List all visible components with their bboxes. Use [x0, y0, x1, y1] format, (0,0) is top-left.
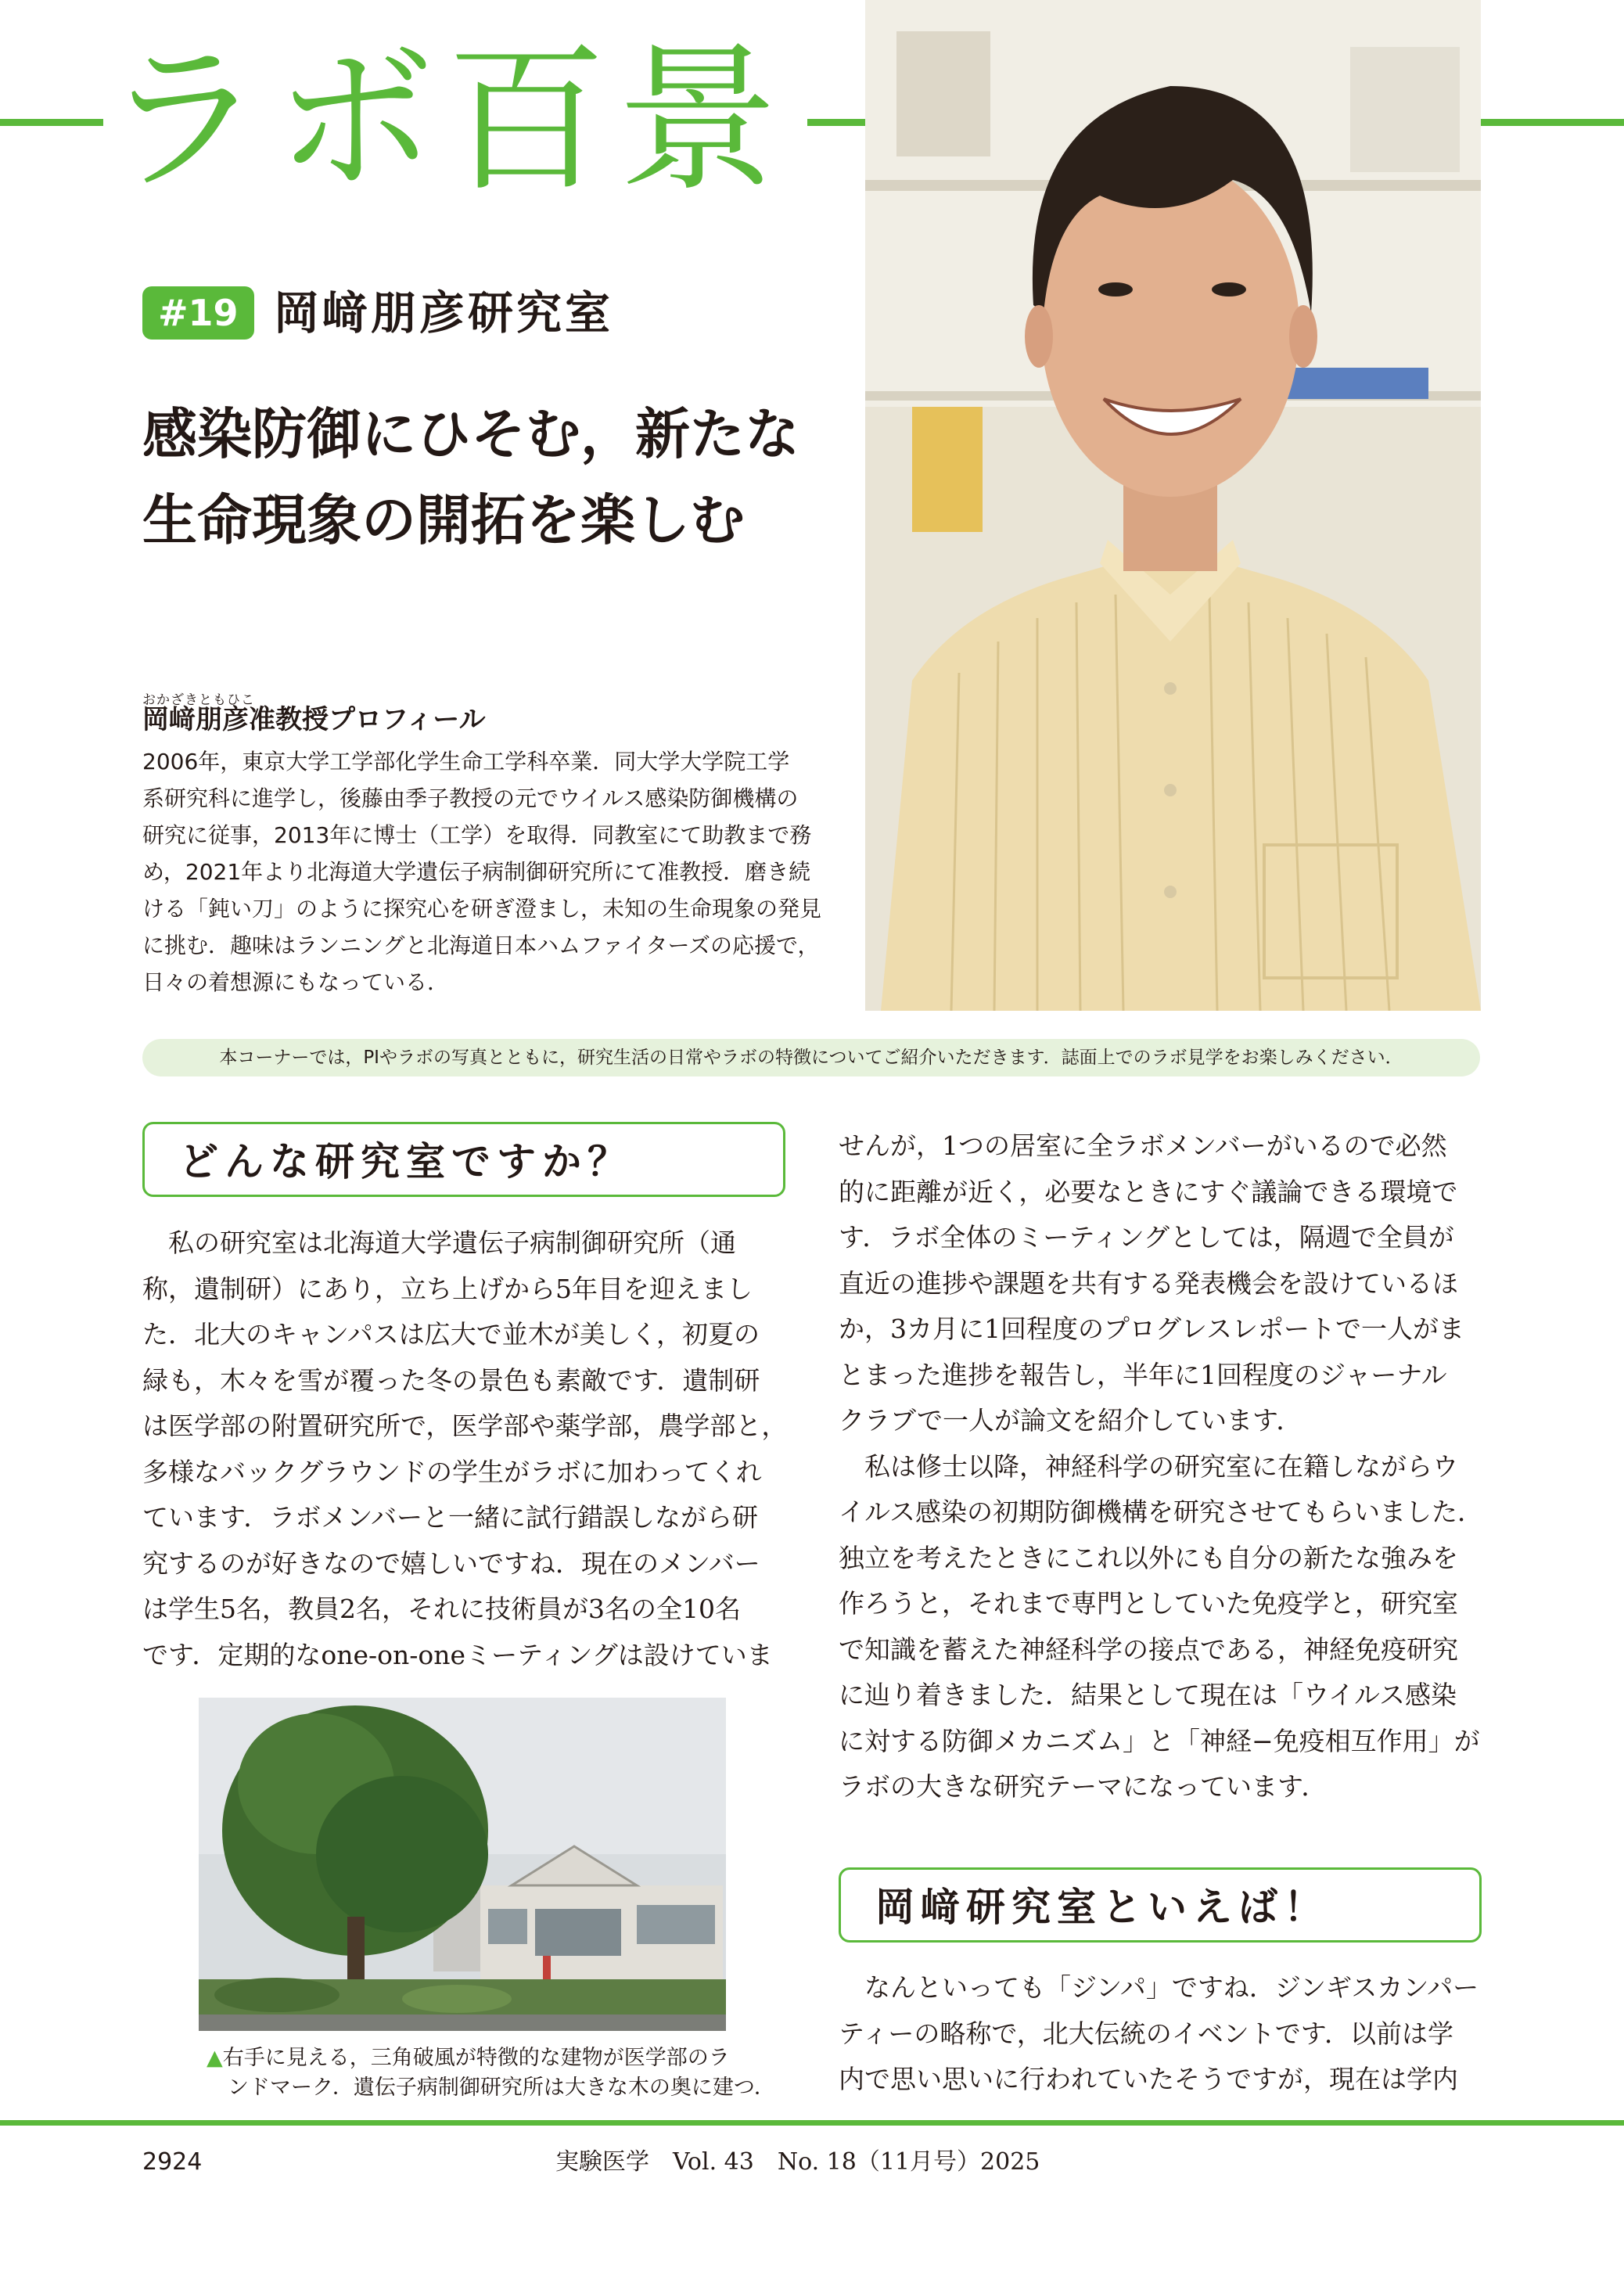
- profile-line: 2006年，東京大学工学部化学生命工学科卒業．同大学大学院工学: [142, 749, 790, 775]
- body-column-right: [839, 1123, 1485, 1810]
- issue-number-badge: #19: [142, 286, 254, 340]
- body-column-left: [142, 1220, 789, 1678]
- footer-rule: [0, 2120, 1624, 2126]
- body-line: 独立を考えたときにこれ以外にも自分の新たな強みを: [839, 1542, 1458, 1573]
- page-number: 2924: [142, 2148, 203, 2176]
- body-line: ラボの大きな研究テーマになっています．: [839, 1771, 1328, 1802]
- profile-line: 研究に従事，2013年に博士（工学）を取得．同教室にて助教まで務: [142, 822, 812, 848]
- body-line: は学生5名，教員2名，それに技術員が3名の全10名: [142, 1594, 741, 1624]
- section-heading-speaking-of-lab: 岡﨑研究室といえば！: [839, 1867, 1482, 1943]
- section-heading-what-lab: どんな研究室ですか？: [142, 1122, 785, 1197]
- body-line: です．定期的なone-on-oneミーティングは設けていま: [142, 1639, 773, 1670]
- body-line: か，3カ月に1回程度のプログレスレポートで一人がま: [839, 1314, 1465, 1344]
- journal-info: 実験医学 Vol. 43 No. 18（11月号）2025: [555, 2148, 1040, 2176]
- body-line: は医学部の附置研究所で，医学部や薬学部，農学部と，: [142, 1411, 788, 1441]
- profile-line: ける「鈍い刀」のように探究心を研ぎ澄まし，未知の生命現象の発見: [142, 896, 822, 922]
- body-line: 私は修士以降，神経科学の研究室に在籍しながらウ: [839, 1450, 1458, 1482]
- body-line: イルス感染の初期防御機構を研究させてもらいました．: [839, 1497, 1484, 1527]
- body-line: せんが，1つの居室に全ラボメンバーがいるので必然: [839, 1130, 1447, 1161]
- profile-line: 日々の着想源にもなっている．: [142, 969, 450, 995]
- body-line: ティーの略称で，北大伝統のイベントです．以前は学: [839, 2018, 1454, 2049]
- body-line: なんといっても「ジンパ」ですね．ジンギスカンパー: [839, 1972, 1479, 2003]
- headline-line: 生命現象の開拓を楽しむ: [142, 487, 745, 552]
- body-line: す．ラボ全体のミーティングとしては，隔週で全員が: [839, 1222, 1454, 1253]
- body-line: 的に距離が近く，必要なときにすぐ議論できる環境で: [839, 1176, 1458, 1207]
- profile-line: に挑む．趣味はランニングと北海道日本ハムファイターズの応援で，: [142, 933, 820, 958]
- body-line: に対する防御メカニズム」と「神経−免疫相互作用」が: [839, 1725, 1480, 1756]
- triangle-marker-icon: ▲: [207, 2046, 223, 2070]
- profile-line: 系研究科に進学し，後藤由季子教授の元でウイルス感染防御機構の: [142, 785, 799, 811]
- body-line: 緑も，木々を雪が覆った冬の景色も素敵です．遺制研: [142, 1364, 760, 1396]
- body-line: 究するのが好きなので嬉しいですね．現在のメンバー: [142, 1547, 760, 1579]
- campus-photo-caption: [207, 2043, 775, 2103]
- headline-line: 感染防御にひそむ，新たな: [142, 401, 799, 466]
- article-headline: [142, 391, 846, 563]
- body-line: で知識を蓄えた神経科学の接点である，神経免疫研究: [839, 1633, 1458, 1665]
- body-line: た．北大のキャンパスは広大で並木が美しく，初夏の: [142, 1319, 760, 1350]
- body-line: 称，遺制研）にあり，立ち上げから5年目を迎えまし: [142, 1273, 753, 1304]
- body-line: 私の研究室は北海道大学遺伝子病制御研究所（通: [142, 1227, 736, 1258]
- name-ruby: おかざきともひこ: [142, 692, 255, 708]
- body-line: ています．ラボメンバーと一緒に試行錯誤しながら研: [142, 1502, 759, 1533]
- body-line: 直近の進捗や課題を共有する発表機会を設けているほ: [839, 1267, 1458, 1299]
- body-line: 多様なバックグラウンドの学生がラボに加わってくれ: [142, 1456, 762, 1487]
- campus-photo: [199, 1698, 726, 2031]
- body-column-right-section2: [839, 1965, 1485, 2103]
- caption-line: ンドマーク．遺伝子病制御研究所は大きな木の奥に建つ．: [228, 2076, 775, 2100]
- body-line: に辿り着きました．結果として現在は「ウイルス感染: [839, 1680, 1457, 1710]
- profile-text: [142, 743, 823, 1001]
- pi-portrait-photo: [865, 0, 1481, 1011]
- body-line: とまった進捗を報告し，半年に1回程度のジャーナル: [839, 1359, 1447, 1390]
- body-line: 作ろうと，それまで専門としていた免疫学と，研究室: [839, 1588, 1458, 1619]
- corner-note: 本コーナーでは，PIやラボの写真とともに，研究生活の日常やラボの特徴についてご紹介いただきます．誌面上でのラボ見学をお楽しみください．: [142, 1039, 1480, 1076]
- caption-line: 右手に見える，三角破風が特徴的な建物が医学部のラ: [222, 2046, 730, 2070]
- lab-name: 岡﨑朋彦研究室: [274, 286, 614, 340]
- body-line: クラブで一人が論文を紹介しています．: [839, 1405, 1302, 1436]
- series-title: ラボ百景: [103, 41, 807, 201]
- body-line: 内で思い思いに行われていたそうですが，現在は学内: [839, 2064, 1458, 2094]
- profile-heading: 岡﨑朋彦准教授プロフィール: [142, 704, 486, 735]
- profile-line: め，2021年より北海道大学遺伝子病制御研究所にて准教授．磨き続: [142, 859, 811, 885]
